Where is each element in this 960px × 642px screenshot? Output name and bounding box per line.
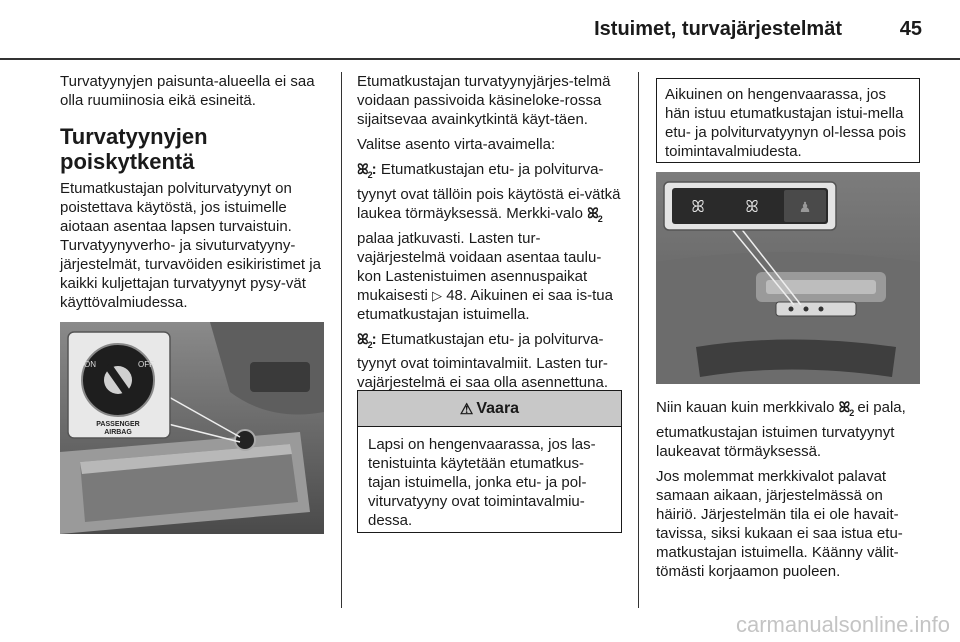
adult-danger-note: Aikuinen on hengenvaarassa, jos hän istuu etumatkustajan istui-mella etu- ja polviturvatyynyn ol-lessa pois toimintavalmiudesta. — [656, 78, 920, 163]
airbag-off-indicator-icon: ꕤ$_2$ — [587, 204, 602, 224]
indicator-seatbelt-icon: ♟ — [798, 200, 812, 216]
warning-body: Lapsi on hengenvaarassa, jos las-tenistuinta käytetään etumatkus-tajan istuimella, jonka etu- ja pol-viturvatyyny ovat toimintavalmiu-dessa. — [368, 436, 596, 529]
warning-header — [358, 391, 621, 427]
warning-title: Vaara — [476, 399, 520, 417]
select-position-paragraph: Valitse asento virta-avaimella: — [357, 136, 556, 153]
deactivation-paragraph: Etumatkustajan turvatyynyjärjes-telmä voidaan passivoida käsineloke-rossa sijaitsevaa avainkytkintä käyt-täen. — [357, 73, 611, 128]
page-reference: 48 — [446, 286, 463, 304]
fault-paragraph: Jos molemmat merkkivalot palavat samaan aikaan, järjestelmässä on häiriö. Järjestelmän tila ei ole havait-tavissa, siksi kukaan ei saa istua etu-matkustajan istuimella. Käänny välit-tömästi korjaamon puoleen. — [656, 467, 903, 580]
watermark: carmanualsonline.info — [735, 612, 950, 637]
page-reference-arrow-icon: ▷ — [432, 287, 443, 303]
page-header — [0, 0, 960, 66]
column-2 — [357, 72, 625, 398]
header-title: Istuimet, turvajärjestelmät — [594, 18, 842, 40]
intro-paragraph: Turvatyynyjen paisunta-alueella ei saa olla ruumiinosia eikä esineitä. — [60, 73, 315, 109]
passenger-label: PASSENGER — [96, 421, 140, 428]
warning-triangle-icon: ⚠ — [459, 400, 474, 418]
column-3-text — [656, 398, 926, 587]
indicator-illustration — [656, 172, 920, 384]
airbag-off-icon: ꕤ$_2$ — [357, 161, 372, 180]
column-divider-1 — [341, 72, 342, 608]
indicator-lights-photo — [656, 172, 920, 384]
indicator-airbag-on-icon: ꕤ — [745, 197, 759, 216]
switch-on-label: ON — [84, 360, 96, 369]
airbag-on-icon: ꕤ$_2$ — [357, 330, 372, 350]
airbag-off-inline-icon: ꕤ$_2$ — [838, 399, 854, 418]
off-position-paragraph: ꕤ$_2$: Etumatkustajan etu- ja polviturva-tyynyt ovat tällöin pois käytöstä ei-vätkä laukea törmäyksessä. Merkki-valo ꕤ$_2$ palaa jatkuvasti. Lasten tur-vajärjestelmä voidaan asentaa taulu-kon Lastenistuimen asennuspaikat mukaisesti ▷ 48. Aikuinen ei saa is-tua etumatkustajan istuimella. — [357, 161, 621, 323]
glovebox-key-switch-photo — [60, 322, 324, 534]
glovebox-illustration — [60, 322, 324, 534]
column-divider-2 — [638, 72, 639, 608]
column-1 — [60, 72, 332, 318]
on-position-paragraph: ꕤ$_2$: Etumatkustajan etu- ja polviturva-tyynyt ovat toimintavalmiit. Lasten tur-vajärjestelmä ei saa olla asennettuna. — [357, 330, 608, 392]
airbag-label: AIRBAG — [104, 429, 132, 436]
page-number: 45 — [899, 18, 922, 40]
section-heading: Turvatyynyjen poiskytkentä — [60, 124, 208, 174]
indicator-off-paragraph: Niin kauan kuin merkkivalo ꕤ$_2$ ei pala, etumatkustajan istuimen turvatyynyt laukeavat törmäyksessä. — [656, 399, 906, 460]
switch-off-label: OFF — [138, 360, 154, 369]
danger-warning-box — [357, 390, 622, 533]
header-rule — [0, 58, 960, 60]
section-paragraph: Etumatkustajan polviturvatyynyt on poistettava käytöstä, jos istuimelle aiotaan asentaa lapsen turvaistuin. Turvatyynyverho- ja sivuturvatyyny-järjestelmät, turvavöiden esikiristimet ja kaikki kuljettajan turvatyynyt pysy-vät käyttövalmiudessa. — [60, 180, 321, 311]
indicator-airbag-off-icon: ꕤ — [691, 197, 705, 216]
